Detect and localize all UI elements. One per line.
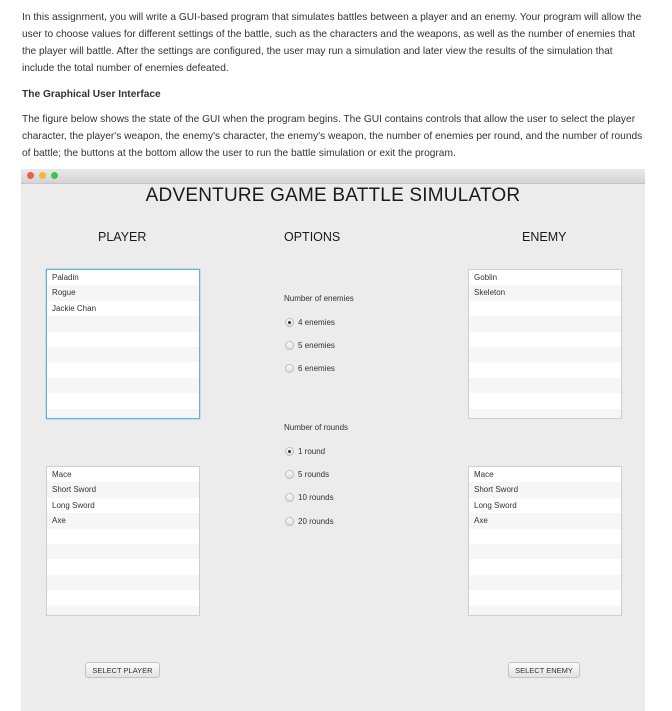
options-heading: OPTIONS <box>284 230 341 244</box>
radio-label: 1 round <box>298 446 326 456</box>
minimize-window-icon[interactable] <box>39 172 46 179</box>
app-window <box>21 169 645 711</box>
list-item[interactable]: Axe <box>469 513 621 528</box>
radio-circle-icon[interactable] <box>285 364 294 373</box>
empty-list-row <box>47 529 199 544</box>
empty-list-row <box>469 590 621 605</box>
radio-4-enemies[interactable] <box>285 316 335 328</box>
list-item[interactable]: Rogue <box>47 285 199 300</box>
zoom-window-icon[interactable] <box>51 172 58 179</box>
player-weapon-list[interactable] <box>46 466 200 616</box>
list-item[interactable]: Mace <box>469 467 621 482</box>
radio-label: 10 rounds <box>298 492 334 502</box>
list-item[interactable]: Long Sword <box>47 498 199 513</box>
select-player-button[interactable]: SELECT PLAYER <box>85 662 160 678</box>
empty-list-row <box>47 316 199 331</box>
radio-label: 5 rounds <box>298 469 330 479</box>
empty-list-row <box>469 347 621 362</box>
radio-1-round[interactable] <box>285 445 325 457</box>
radio-10-rounds[interactable] <box>285 491 334 503</box>
close-window-icon[interactable] <box>27 172 34 179</box>
radio-circle-icon[interactable] <box>285 318 294 327</box>
section-heading: The Graphical User Interface <box>22 89 161 100</box>
empty-list-row <box>47 559 199 574</box>
empty-list-row <box>469 378 621 393</box>
empty-list-row <box>469 409 621 419</box>
list-item[interactable]: Goblin <box>469 270 621 285</box>
list-item[interactable]: Paladin <box>47 270 199 285</box>
empty-list-row <box>47 409 199 419</box>
select-enemy-button[interactable]: SELECT ENEMY <box>508 662 580 678</box>
radio-circle-icon[interactable] <box>285 470 294 479</box>
enemy-heading: ENEMY <box>522 230 567 244</box>
window-titlebar[interactable] <box>21 169 645 184</box>
list-item[interactable]: Axe <box>47 513 199 528</box>
radio-circle-icon[interactable] <box>285 517 294 526</box>
radio-circle-icon[interactable] <box>285 447 294 456</box>
empty-list-row <box>469 316 621 331</box>
radio-label: 4 enemies <box>298 317 335 327</box>
enemy-weapon-list[interactable] <box>468 466 622 616</box>
empty-list-row <box>469 544 621 559</box>
empty-list-row <box>47 378 199 393</box>
rounds-count-label: Number of rounds <box>284 423 349 432</box>
intro-paragraph: In this assignment, you will write a GUI-based program that simulates battles between a player and an enemy. Your program will allow the user to choose values for different settings of the battle, such as the characters and the weapons, as well as the number of enemies that the player will battle. After the settings are configured, the user may run a simulation and later view the results of the simulation that include the total number of enemies defeated. <box>22 12 642 74</box>
radio-5-enemies[interactable] <box>285 339 335 351</box>
enemy-character-list[interactable] <box>468 269 622 419</box>
list-item[interactable]: Skeleton <box>469 285 621 300</box>
player-character-list[interactable] <box>46 269 200 419</box>
empty-list-row <box>47 347 199 362</box>
player-heading: PLAYER <box>98 230 147 244</box>
list-item[interactable]: Mace <box>47 467 199 482</box>
empty-list-row <box>469 529 621 544</box>
empty-list-row <box>47 606 199 616</box>
empty-list-row <box>47 590 199 605</box>
empty-list-row <box>469 559 621 574</box>
radio-circle-icon[interactable] <box>285 493 294 502</box>
radio-circle-icon[interactable] <box>285 341 294 350</box>
empty-list-row <box>47 544 199 559</box>
empty-list-row <box>469 393 621 408</box>
empty-list-row <box>47 332 199 347</box>
radio-20-rounds[interactable] <box>285 515 334 527</box>
empty-list-row <box>47 393 199 408</box>
description-paragraph: The figure below shows the state of the GUI when the program begins. The GUI contains controls that allow the user to select the player character, the player's weapon, the enemy's character, the enemy's weapon, the number of enemies per round, and the number of rounds of battle; the buttons at the bottom allow the user to run the battle simulation or exit the program. <box>22 114 643 159</box>
empty-list-row <box>469 362 621 377</box>
radio-5-rounds[interactable] <box>285 468 329 480</box>
empty-list-row <box>469 301 621 316</box>
list-item[interactable]: Long Sword <box>469 498 621 513</box>
empty-list-row <box>469 606 621 616</box>
empty-list-row <box>47 362 199 377</box>
enemies-count-label: Number of enemies <box>284 294 354 303</box>
list-item[interactable]: Short Sword <box>47 482 199 497</box>
radio-6-enemies[interactable] <box>285 362 335 374</box>
app-title: ADVENTURE GAME BATTLE SIMULATOR <box>145 185 521 206</box>
empty-list-row <box>469 575 621 590</box>
empty-list-row <box>47 575 199 590</box>
radio-label: 6 enemies <box>298 363 335 373</box>
empty-list-row <box>469 332 621 347</box>
list-item[interactable]: Short Sword <box>469 482 621 497</box>
list-item[interactable]: Jackie Chan <box>47 301 199 316</box>
radio-label: 5 enemies <box>298 340 335 350</box>
radio-label: 20 rounds <box>298 516 334 526</box>
